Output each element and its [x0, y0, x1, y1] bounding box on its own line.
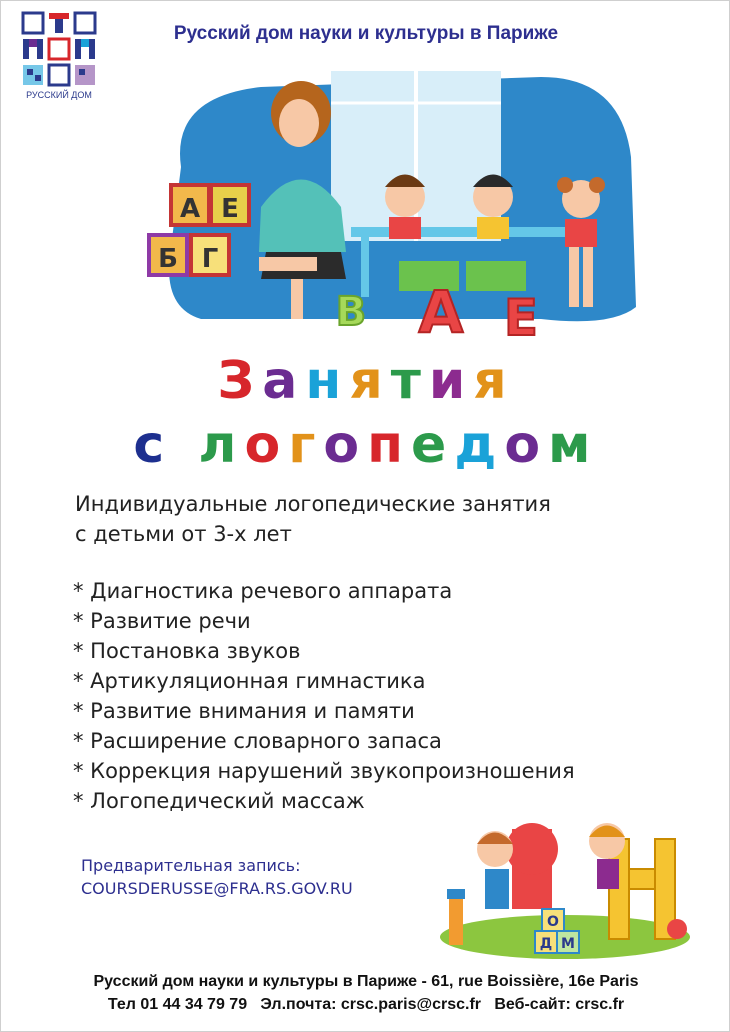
intro-line-2: с детьми от 3-х лет [75, 522, 292, 546]
block-letter: Д [539, 936, 553, 952]
booking-email-link[interactable]: COURSDERUSSE@FRA.RS.GOV.RU [81, 879, 353, 898]
list-item: * Логопедический массаж [73, 789, 365, 813]
headline-letter: п [367, 415, 412, 475]
booking-label: Предварительная запись: [81, 856, 301, 875]
headline-line-2 [1, 415, 730, 475]
block-letter: М [561, 936, 575, 952]
headline-letter: л [198, 415, 245, 475]
list-item: * Диагностика речевого аппарата [73, 579, 453, 603]
intro-text [75, 489, 551, 549]
intro-line-1: Индивидуальные логопедические занятия [75, 492, 551, 516]
headline-letter: я [473, 351, 515, 411]
list-item: * Развитие речи [73, 609, 251, 633]
footer-address: Русский дом науки и культуры в Париже - 61, rue Boissière, 16e Paris [93, 973, 639, 990]
block-letter: Г [201, 244, 219, 274]
footer-contacts: Тел 01 44 34 79 79 Эл.почта: crsc.paris@crsc.fr Веб-сайт: crsc.fr [107, 996, 625, 1013]
headline-line-1 [1, 351, 730, 411]
list-item: * Развитие внимания и памяти [73, 699, 415, 723]
organization-title: Русский дом науки и культуры в Париже [173, 23, 559, 44]
floor-letter: В [335, 289, 367, 335]
block-letter: О [547, 914, 559, 930]
headline-letter [172, 415, 198, 475]
block-letter: А [179, 194, 201, 224]
logo-caption: РУССКИЙ ДОМ [26, 90, 92, 100]
headline-letter: о [323, 415, 368, 475]
block-letter: Б [158, 244, 178, 274]
headline-letter: я [349, 351, 391, 411]
headline-letter: и [428, 351, 474, 411]
headline-letter: е [411, 415, 455, 475]
headline-letter: н [305, 351, 350, 411]
floor-letter: Е [503, 289, 539, 347]
booking-info [81, 854, 353, 900]
headline-letter: о [244, 415, 289, 475]
headline-letter: г [288, 415, 324, 475]
kids-with-letters-illustration [437, 809, 692, 959]
list-item: * Артикуляционная гимнастика [73, 669, 426, 693]
headline-letter: д [454, 415, 505, 475]
headline-letter: с [133, 415, 173, 475]
headline-letter: т [390, 351, 429, 411]
list-item: * Постановка звуков [73, 639, 301, 663]
list-item: * Расширение словарного запаса [73, 729, 442, 753]
services-list [73, 576, 575, 816]
list-item: * Коррекция нарушений звукопроизношения [73, 759, 575, 783]
headline-letter: м [548, 415, 599, 475]
headline-letter: а [262, 351, 306, 411]
floor-letter: А [418, 278, 464, 346]
speech-therapy-illustration [141, 57, 641, 347]
headline-letter: З [217, 351, 263, 411]
headline-letter: о [504, 415, 549, 475]
block-letter: Е [221, 194, 239, 224]
